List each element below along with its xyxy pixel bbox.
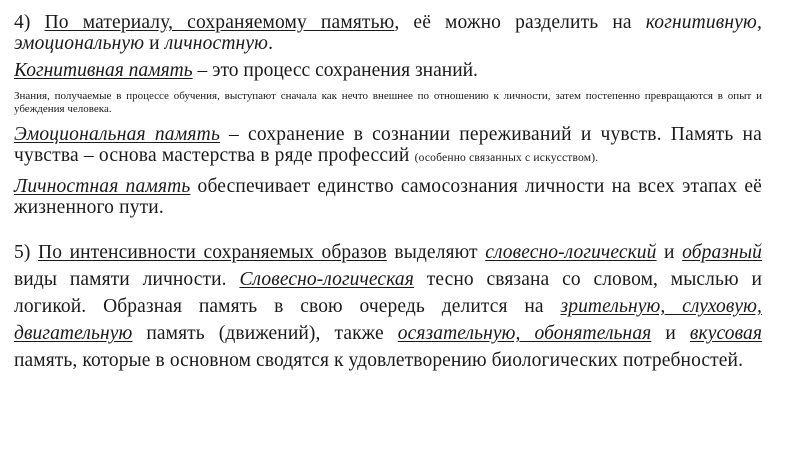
paragraph-classification-by-intensity (14, 239, 762, 374)
text: выделяют (386, 242, 486, 263)
term-personal: личностную (164, 33, 269, 54)
term-cognitive-memory: Когнитивная память (14, 60, 193, 81)
text: . (268, 33, 274, 54)
term-personal-memory: Личностная память (14, 176, 191, 197)
text: тесно связана со словом, мыслью и логикой. Образная память в свою очередь делится на (14, 269, 762, 317)
text: и (656, 242, 683, 263)
note-text: (особенно связанных с искусством). (414, 152, 599, 164)
paragraph-knowledge-note (14, 90, 762, 115)
term-tactile-olfactory: осязательную, обонятельная (397, 323, 652, 344)
definition-text: – это процесс сохранения знаний. (192, 60, 478, 81)
criterion-material: По материалу, сохраняемому памятью (44, 12, 395, 33)
term-figurative: образный (682, 242, 762, 263)
criterion-intensity: По интенсивности сохраняемых образов (38, 242, 387, 263)
paragraph-classification-by-material (14, 12, 762, 54)
term-gustatory: вкусовая (689, 323, 763, 344)
text: виды памяти личности. (14, 269, 240, 290)
paragraph-emotional-memory (14, 124, 762, 169)
note-text: Знания, получаемые в процессе обучения, выступают сначала как нечто внешнее по отношению к личности, затем постепенно превращаются в опыт и убеждения человека. (14, 90, 762, 115)
item-number-4: 4) (14, 12, 45, 33)
term-cognitive-emotional: когнитивную, эмоциональную (14, 12, 762, 54)
term-verbal-logical-2: Словесно-логическая (239, 269, 414, 290)
text: , её можно разделить на (394, 12, 646, 33)
text: память, которые в основном сводятся к удовлетворению биологических потребностей. (14, 350, 744, 371)
definition-text: – сохранение в сознании переживаний и чувств. Память на чувства – основа мастерства в ряде профессий (14, 124, 762, 166)
definition-text: обеспечивает единство самосознания личности на всех этапах её жизненного пути. (14, 176, 762, 218)
text: и (651, 323, 690, 344)
term-visual-auditory-motor: зрительную, слуховую, двигательную (14, 296, 762, 344)
item-number-5: 5) (14, 242, 39, 263)
term-verbal-logical: словесно-логический (485, 242, 657, 263)
term-emotional-memory: Эмоциональная память (14, 124, 221, 145)
text: и (144, 33, 165, 54)
paragraph-personal-memory (14, 176, 762, 218)
paragraph-cognitive-memory (14, 60, 762, 81)
text: память (движений), также (132, 323, 398, 344)
